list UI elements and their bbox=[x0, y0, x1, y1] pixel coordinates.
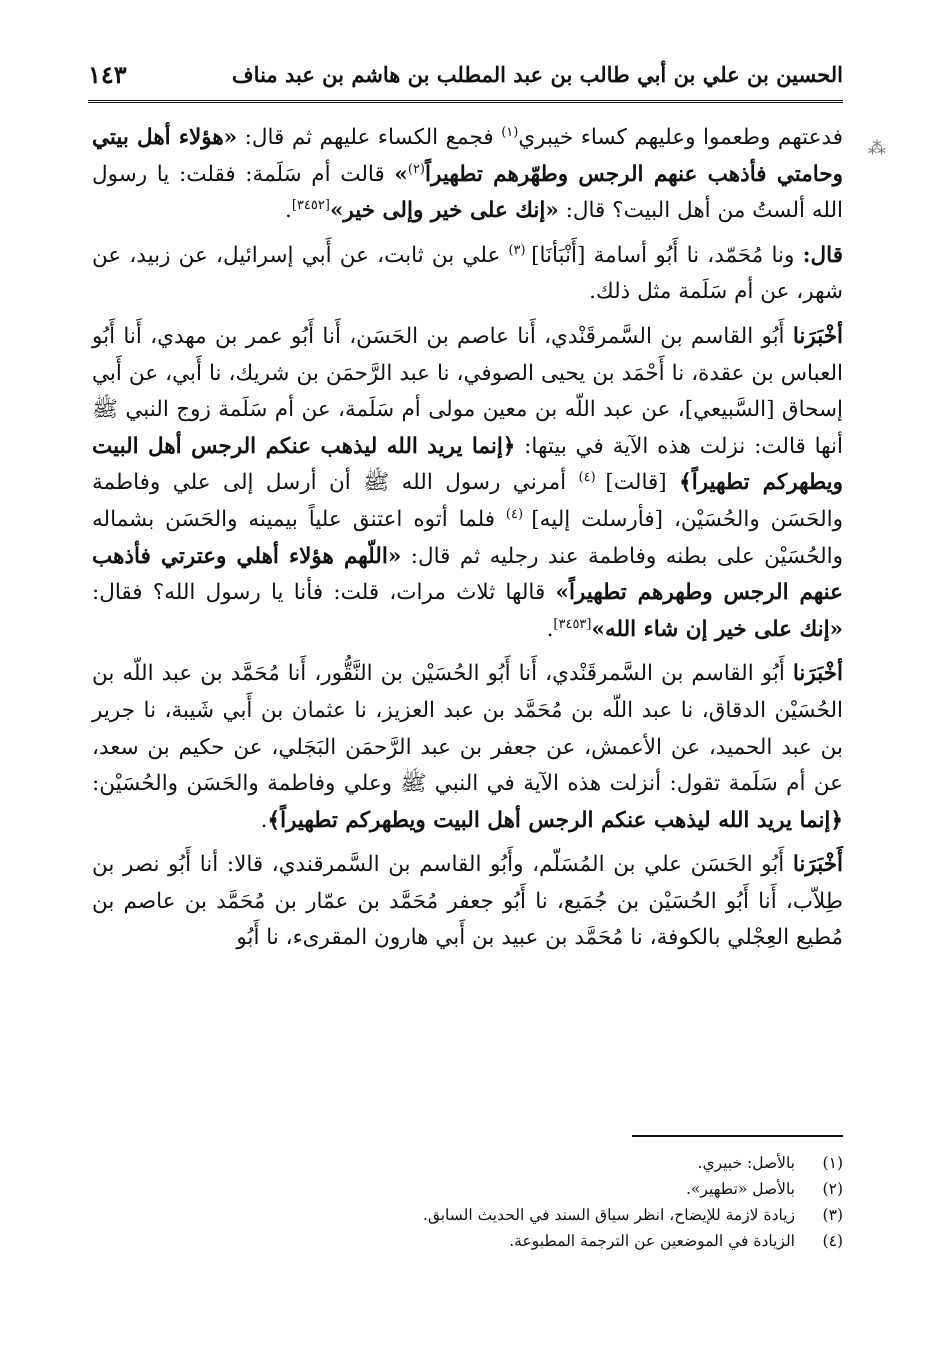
footnote-text: زيادة لازمة للإيضاح، انظر سياق السند في الحديث السابق. bbox=[422, 1206, 795, 1224]
footnote-divider bbox=[632, 1135, 843, 1137]
text-run: . bbox=[285, 198, 292, 224]
header-divider bbox=[88, 100, 843, 103]
text-run: فدعتهم وطعموا وعليهم كساء خيبري bbox=[518, 125, 843, 150]
text-run: قالها ثلاث مرات، قلت: فأنا يا رسول الله؟ فقال: bbox=[92, 580, 556, 606]
text-run: . bbox=[546, 616, 554, 642]
text-run: أَبُو القاسم بن السَّمرقَنْدي، أَنا أَبُو الحُسَيْن بن النَّقُّور، أَنا مُحَمَّد بن عبد اللّه بن الحُسَيْن الدقاق، نا عبد اللّه بن مُحَمَّد بن عبد العزيز، نا عثمان بن أَبي شَيبة، نا جرير بن عبد الحميد، عن الأعمش، عن جعفر بن عبد الرَّحمَن البَجَلي، عن حكيم بن سعد، عن أم سَلَمة تقول: أنزلت هذه الآية في النبي ﷺ وعلي وفاطمة والحَسَن والحُسَيْن: bbox=[92, 661, 843, 797]
bold-text: قال: bbox=[802, 242, 843, 268]
footnote-reference: (٤) bbox=[505, 506, 532, 522]
paragraph bbox=[92, 319, 843, 648]
bold-text: ﴿إنما يريد الله ليذهب عنكم الرجس أهل البيت ويطهركم تطهيراً﴾ bbox=[92, 433, 843, 496]
bold-text: أخْبَرَنا bbox=[792, 661, 843, 687]
text-run: فجمع الكساء عليهم ثم قال: bbox=[237, 125, 502, 150]
bold-text: «اللّهم هؤلاء أهلي وعترتي فأذهب عنهم الرجس وطهرهم تطهيراً» bbox=[92, 543, 843, 606]
text-run: أمرني رسول الله ﷺ أن أرسل إلى علي وفاطمة والحَسَن والحُسَيْن، [فأرسلت إليه] bbox=[92, 470, 843, 532]
paragraph bbox=[92, 656, 843, 839]
footnote-item bbox=[92, 1150, 843, 1176]
footnote-number: (٣) bbox=[822, 1206, 843, 1224]
footnote-reference: (٤) bbox=[578, 470, 606, 486]
footnote-item bbox=[92, 1202, 843, 1228]
bold-text: أخْبَرَنا bbox=[792, 323, 843, 349]
bold-text: «هؤلاء أهل بيتي وحامتي فأذهب عنهم الرجس وطهّرهم تطهيراً bbox=[92, 125, 843, 187]
text-run: أَبُو القاسم بن السَّمرقَنْدي، أَنا عاصم بن الحَسَن، أَنا أَبُو عمر بن مهدي، أَنا أَبُو العباس بن عقدة، نا أَحْمَد بن يحيى الصوفي، نا عبد الرَّحمَن بن شريك، نا أَبي، عن أَبي إسحاق [السَّبيعي]، عن عبد اللّه بن معين مولى أم سَلَمة، عن أم سَلَمة زوج النبي ﷺ أنها قالت: نزلت هذه الآية في بيتها: bbox=[92, 323, 843, 459]
footnote-item bbox=[92, 1176, 843, 1202]
footnote-text: بالأصل «تطهير». bbox=[686, 1180, 795, 1198]
text-run: [قالت] bbox=[605, 470, 680, 496]
paragraph bbox=[92, 238, 843, 311]
footnote-text: الزيادة في الموضعين عن الترجمة المطبوعة. bbox=[509, 1232, 795, 1250]
footnote-reference: [٣٤٥٢] bbox=[291, 198, 330, 214]
paragraph bbox=[92, 120, 843, 230]
text-run: فلما أتوه اعتنق علياً بيمينه والحَسَن بشماله والحُسَيْن على بطنه وفاطمة عند رجليه ثم قال: bbox=[92, 506, 843, 569]
footnote-reference: [٣٤٥٣] bbox=[553, 616, 592, 632]
footnote-number: (١) bbox=[822, 1154, 843, 1172]
footnote-text: بالأصل: خبيري. bbox=[697, 1154, 795, 1172]
footnote-item bbox=[92, 1228, 843, 1254]
text-run: . bbox=[260, 807, 268, 833]
bold-text: » bbox=[394, 161, 408, 187]
bold-text: «إنك على خير وإلى خير» bbox=[329, 198, 559, 224]
running-title: الحسين بن علي بن أبي طالب بن عبد المطلب بن هاشم بن عبد مناف bbox=[231, 62, 843, 87]
bold-text: ﴿إنما يريد الله ليذهب عنكم الرجس أهل البيت ويطهركم تطهيراً﴾ bbox=[267, 807, 843, 833]
main-text bbox=[92, 120, 843, 965]
text-run: قالت أم سَلَمة: فقلت: يا رسول الله ألستُ من أهل البيت؟ قال: bbox=[92, 161, 843, 224]
footnotes bbox=[92, 1150, 843, 1254]
footnote-number: (٤) bbox=[822, 1232, 843, 1250]
footnote-reference: (١) bbox=[501, 124, 519, 140]
text-run: أَبُو الحَسَن علي بن المُسَلّم، وأَبُو القاسم بن السَّمرقندي، قالا: أنا أَبُو نصر بن طِلاّب، أَنا أَبُو الحُسَيْن بن جُمَيع، نا أَبُو جعفر مُحَمَّد بن عمّار بن مُحَمَّد بن عاصم بن مُطيع العِجْلي بالكوفة، نا مُحَمَّد بن عبيد بن أَبي هارون المقرىء، نا أَبُو bbox=[92, 852, 843, 951]
running-header bbox=[88, 58, 843, 100]
footnote-reference: (٢) bbox=[407, 161, 425, 177]
page-number: ١٤٣ bbox=[88, 60, 127, 89]
bold-text: أَخْبَرَنا bbox=[792, 852, 843, 878]
bold-text: «إنك على خير إن شاء الله» bbox=[591, 616, 843, 642]
footnote-reference: (٣) bbox=[508, 242, 532, 258]
margin-ornament-icon: ⁂ bbox=[868, 138, 886, 159]
paragraph bbox=[92, 847, 843, 957]
text-run: علي بن ثابت، عن أَبي إسرائيل، عن زبيد، عن شهر، عن أم سَلَمة مثل ذلك. bbox=[92, 242, 843, 305]
footnote-number: (٢) bbox=[822, 1180, 843, 1198]
text-run: ونا مُحَمّد، نا أَبُو أسامة [أَنْبَأنَا] bbox=[531, 242, 803, 268]
